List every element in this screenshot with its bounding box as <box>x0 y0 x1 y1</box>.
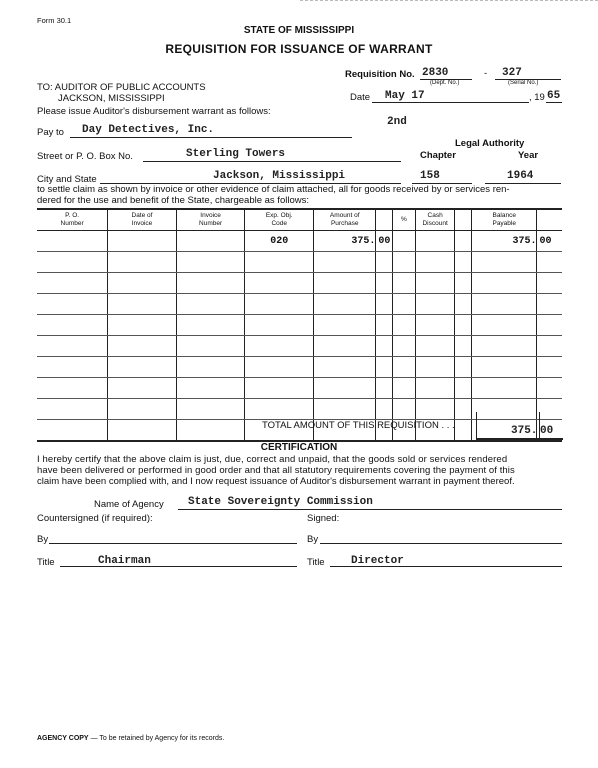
col-header-discount-cents <box>455 209 472 231</box>
agency-value: State Sovereignty Commission <box>188 496 373 508</box>
cell-discount-cents <box>455 273 472 294</box>
cell-date <box>108 273 177 294</box>
agency-label: Name of Agency <box>94 499 164 510</box>
auditor-city: JACKSON, MISSISSIPPI <box>58 93 165 104</box>
legal-authority-title: Legal Authority <box>455 138 525 149</box>
cell-percent <box>393 336 416 357</box>
footer <box>37 735 224 742</box>
col-header-invoice: Invoice Number <box>176 209 245 231</box>
cell-balance-cents <box>537 273 562 294</box>
table-row <box>37 294 562 315</box>
cell-amount-cents <box>376 336 393 357</box>
cell-percent <box>393 315 416 336</box>
cell-discount-cents <box>455 252 472 273</box>
footer-copy-label: AGENCY COPY <box>37 735 89 742</box>
col-header-balance: Balance Payable <box>472 209 537 231</box>
cell-amount <box>314 315 376 336</box>
cell-balance <box>472 273 537 294</box>
by-line-right <box>320 543 562 544</box>
col-header-balance-cents <box>537 209 562 231</box>
agency-line <box>178 509 562 510</box>
cell-percent <box>393 273 416 294</box>
street-label: Street or P. O. Box No. <box>37 151 133 162</box>
col-header-percent: % <box>393 209 416 231</box>
title-line-left <box>60 566 297 567</box>
table-row <box>37 315 562 336</box>
cell-date <box>108 420 177 442</box>
countersigned-label: Countersigned (if required): <box>37 513 153 524</box>
cell-balance: 375. <box>472 231 537 252</box>
requisition-separator: - <box>484 68 488 79</box>
cell-code <box>245 294 314 315</box>
table-row <box>37 273 562 294</box>
cell-po <box>37 315 108 336</box>
cell-amount-cents <box>376 273 393 294</box>
cell-date <box>108 252 177 273</box>
cell-po <box>37 357 108 378</box>
certification-title: CERTIFICATION <box>260 442 338 453</box>
cell-invoice <box>176 252 245 273</box>
cell-po <box>37 252 108 273</box>
title-value-right: Director <box>351 555 404 567</box>
col-header-discount: Cash Discount <box>415 209 455 231</box>
dept-no-caption: (Dept. No.) <box>430 80 460 86</box>
cell-po <box>37 336 108 357</box>
cell-po <box>37 378 108 399</box>
table-row <box>37 378 562 399</box>
cell-balance-cents <box>537 315 562 336</box>
cell-code <box>245 357 314 378</box>
by-label-right: By <box>307 534 319 545</box>
to-auditor: TO: AUDITOR OF PUBLIC ACCOUNTS <box>37 82 206 93</box>
city-state-label: City and State <box>37 174 97 185</box>
table-row <box>37 357 562 378</box>
table-row <box>37 231 562 252</box>
cell-balance-cents: 00 <box>537 231 562 252</box>
city-state-value: Jackson, Mississippi <box>213 170 346 182</box>
cell-balance <box>472 294 537 315</box>
settle-text-line1: to settle claim as shown by invoice or other evidence of claim attached, all for goods received by or services ren- <box>37 184 510 195</box>
cell-amount-cents: 00 <box>376 231 393 252</box>
state-heading: STATE OF MISSISSIPPI <box>243 25 355 36</box>
cell-discount <box>415 357 455 378</box>
cell-amount-cents <box>376 378 393 399</box>
signed-label: Signed: <box>307 513 340 524</box>
cell-invoice <box>176 315 245 336</box>
cell-discount <box>415 231 455 252</box>
cell-amount <box>314 294 376 315</box>
cell-discount-cents <box>455 357 472 378</box>
cell-code <box>245 273 314 294</box>
pay-to-label: Pay to <box>37 127 64 138</box>
cell-percent <box>393 357 416 378</box>
form-number: Form 30.1 <box>37 16 72 25</box>
cell-code <box>245 336 314 357</box>
cell-discount <box>415 378 455 399</box>
cell-discount-cents <box>455 294 472 315</box>
cell-invoice <box>176 273 245 294</box>
cell-balance <box>472 357 537 378</box>
year-prefix: , 19 <box>529 92 545 103</box>
certification-line2: have been delivered or performed in good order and that all statutory requirements covering the payment of this <box>37 465 515 476</box>
cell-invoice <box>176 357 245 378</box>
cell-balance-cents <box>537 378 562 399</box>
cell-amount <box>314 378 376 399</box>
cell-balance-cents <box>537 252 562 273</box>
chapter-value: 158 <box>420 170 440 182</box>
total-cents: 00 <box>540 425 554 437</box>
cell-date <box>108 399 177 420</box>
year-value: 65 <box>547 90 561 102</box>
cell-amount-cents <box>376 294 393 315</box>
cell-date <box>108 294 177 315</box>
col-header-code: Exp. Obj. Code <box>245 209 314 231</box>
title-value-left: Chairman <box>98 555 151 567</box>
year-line <box>546 102 562 103</box>
cell-date <box>108 336 177 357</box>
pay-to-value: Day Detectives, Inc. <box>82 124 215 136</box>
col-header-amount: Amount of Purchase <box>314 209 376 231</box>
cell-date <box>108 357 177 378</box>
cell-balance <box>472 315 537 336</box>
col-header-date: Date of Invoice <box>108 209 177 231</box>
cell-code: 020 <box>245 231 314 252</box>
cell-discount <box>415 252 455 273</box>
cell-percent <box>393 252 416 273</box>
certification-line3: claim have been complied with, and I now request issuance of Auditor's disbursement warrant in payment thereof. <box>37 476 515 487</box>
cell-invoice <box>176 378 245 399</box>
cell-po <box>37 420 108 442</box>
title-label-right: Title <box>307 557 325 568</box>
serial-no-value: 327 <box>502 67 522 79</box>
cell-invoice <box>176 399 245 420</box>
by-line-left <box>49 543 297 544</box>
claim-table <box>37 208 562 442</box>
cell-amount <box>314 336 376 357</box>
legal-authority-extra: 2nd <box>387 116 407 128</box>
cell-po <box>37 294 108 315</box>
street-line <box>143 161 401 162</box>
title-label-left: Title <box>37 557 55 568</box>
cell-discount-cents <box>455 420 472 442</box>
cell-balance-cents <box>537 357 562 378</box>
cell-date <box>108 378 177 399</box>
perforation-line <box>300 0 598 1</box>
cell-discount-cents <box>455 399 472 420</box>
cell-invoice <box>176 336 245 357</box>
table-header-row <box>37 209 562 231</box>
cell-amount-cents <box>376 357 393 378</box>
cell-percent <box>393 399 416 420</box>
cell-percent <box>393 231 416 252</box>
date-label: Date <box>350 92 371 103</box>
cell-code <box>245 252 314 273</box>
cell-discount <box>415 294 455 315</box>
by-label-left: By <box>37 534 49 545</box>
pay-to-line <box>70 137 352 138</box>
requisition-label: Requisition No. <box>345 69 415 80</box>
cell-amount-cents <box>376 315 393 336</box>
year-auth-value: 1964 <box>507 170 534 182</box>
street-value: Sterling Towers <box>186 148 286 160</box>
cell-discount <box>415 273 455 294</box>
cell-amount <box>314 357 376 378</box>
form-title: REQUISITION FOR ISSUANCE OF WARRANT <box>165 42 433 56</box>
cell-discount-cents <box>455 315 472 336</box>
cell-po <box>37 399 108 420</box>
cell-code <box>245 378 314 399</box>
cell-invoice <box>176 231 245 252</box>
cell-balance-cents <box>537 294 562 315</box>
footer-copy-note: — To be retained by Agency for its records. <box>90 735 225 742</box>
chapter-label: Chapter <box>420 150 456 161</box>
date-line <box>372 102 529 103</box>
cell-amount-cents <box>376 399 393 420</box>
cell-invoice <box>176 294 245 315</box>
col-header-amount-cents <box>376 209 393 231</box>
cell-amount-cents <box>376 252 393 273</box>
total-value: 375. <box>511 425 538 437</box>
dept-no-value: 2830 <box>422 67 449 79</box>
cell-discount-cents <box>455 231 472 252</box>
cell-amount: 375. <box>314 231 376 252</box>
cell-balance <box>472 336 537 357</box>
instruction-text: Please issue Auditor's disbursement warrant as follows: <box>37 106 271 117</box>
certification-line1: I hereby certify that the above claim is just, due, correct and unpaid, that the goods sold or services rendered <box>37 454 508 465</box>
cell-amount <box>314 399 376 420</box>
cell-percent <box>393 294 416 315</box>
cell-date <box>108 231 177 252</box>
serial-no-caption: (Serial No.) <box>508 80 539 86</box>
cell-percent <box>393 378 416 399</box>
cell-code <box>245 399 314 420</box>
col-header-po: P. O. Number <box>37 209 108 231</box>
cell-balance-cents <box>537 336 562 357</box>
cell-po <box>37 231 108 252</box>
settle-text-line2: dered for the use and benefit of the State, chargeable as follows: <box>37 195 309 206</box>
year-label: Year <box>518 150 539 161</box>
cell-date <box>108 315 177 336</box>
date-value: May 17 <box>385 90 425 102</box>
cell-amount <box>314 252 376 273</box>
table-row <box>37 336 562 357</box>
table-row <box>37 252 562 273</box>
cell-balance <box>472 252 537 273</box>
cell-invoice <box>176 420 245 442</box>
cell-amount <box>314 273 376 294</box>
cell-balance <box>472 378 537 399</box>
cell-po <box>37 273 108 294</box>
cell-discount <box>415 336 455 357</box>
cell-discount-cents <box>455 378 472 399</box>
cell-discount <box>415 315 455 336</box>
cell-discount-cents <box>455 336 472 357</box>
cell-discount <box>415 399 455 420</box>
cell-code <box>245 315 314 336</box>
total-label: TOTAL AMOUNT OF THIS REQUISITION . . . <box>262 420 455 431</box>
